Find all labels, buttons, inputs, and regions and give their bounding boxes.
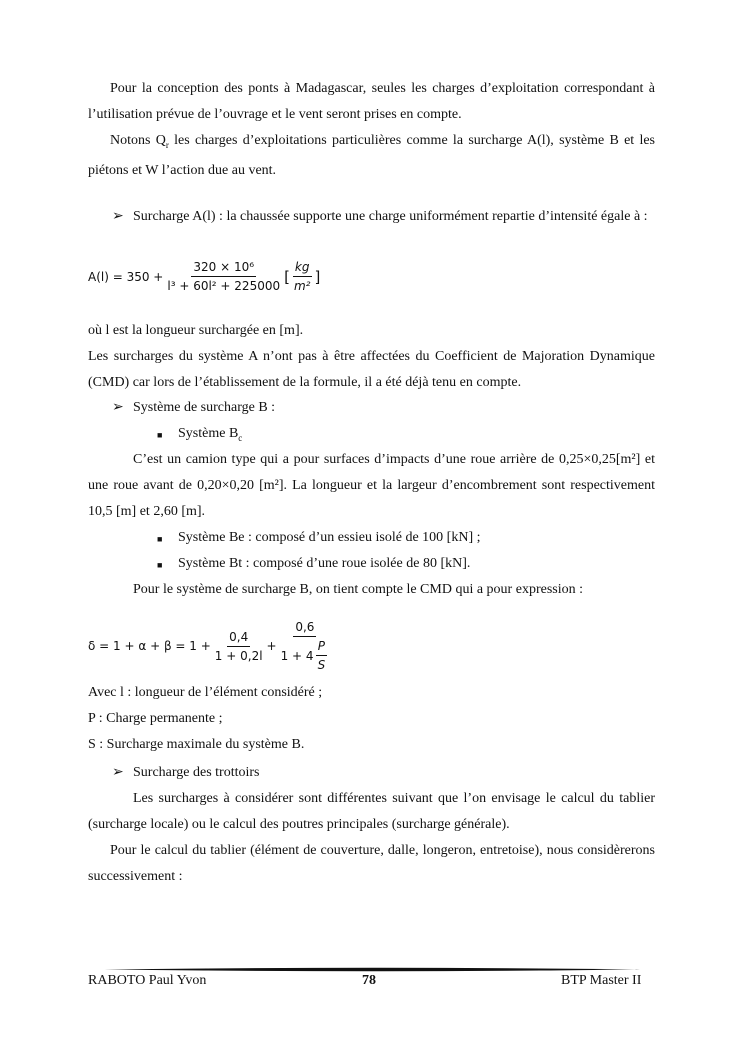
square-bullet-icon: ■ (157, 430, 163, 440)
footer-page-number: 78 (362, 973, 376, 988)
cmd-fraction-2-numerator: 0,6 (293, 619, 316, 637)
formula-a-numerator: 320 × 10⁶ (191, 259, 256, 277)
bullet-systeme-bc: Système $B_c$ (178, 426, 243, 443)
paragraph-length-def: où l est la longueur surchargée en [m]. (88, 323, 304, 338)
bullet-systeme-bt: Système Bt : composé d’une roue isolée de 80 [kN]. (178, 556, 471, 571)
paragraph-notation: Notons $Q_r$ les charges d’exploitations particulières comme la surcharge A(l), système B et les piétons et W l’action due au vent. (88, 133, 656, 178)
paragraph-avec-p: P : Charge permanente ; (88, 711, 223, 726)
formula-cmd: δ = 1 + α + β = 1 + $\frac{0,4}{1 + 0,2l}$ + 0,6 1 + 4 $\frac{P}{S}$ (88, 619, 333, 673)
bullet-trottoirs: Surcharge des trottoirs (133, 765, 260, 780)
cmd-fraction-1-numerator: 0,4 (227, 629, 250, 647)
bullet-systeme-be: Système Be : composé d’un essieu isolé de 100 [kN] ; (178, 530, 481, 545)
formula-surcharge-a: A(l) = 350 + $\frac{\text{320 × 10⁶}}{\text{l³ + 60l² + 225000}}$ [ $\frac{kg}{\text{m²}}$ ] (88, 260, 321, 293)
footer-rule (104, 967, 640, 972)
paragraph-avec-s: S : Surcharge maximale du système B. (88, 737, 305, 752)
paragraph-intro: Pour la conception des ponts à Madagascar, seules les charges d’exploitation correspondant à l’utilisation prévue de l’ouvrage et le vent seront prises en compte. (88, 81, 655, 122)
footer-course: BTP Master II (561, 973, 642, 988)
cmd-fraction-2-denominator: 1 + 4 $\frac{P}{S}$ (280, 639, 326, 672)
paragraph-cmd-note: Les surcharges du système A n’ont pas à être affectées du Coefficient de Majoration Dynamique (CMD) car lors de l’établissement de la formule, il a été déjà tenu en compte. (88, 349, 655, 390)
paragraph-bc-description: C’est un camion type qui a pour surfaces d’impacts d’une roue arrière de 0,25×0,25[m²] et une roue avant de 0,20×0,20 [m²]. La longueur et la largeur d’encombrement sont respectivement 10,5 [m] et 2,60 [m]. (88, 452, 655, 519)
paragraph-tablier: Pour le calcul du tablier (élément de couverture, dalle, longeron, entretoise), nous considèrerons successivement : (88, 843, 655, 884)
square-bullet-icon: ■ (157, 560, 163, 570)
unit-denominator: m² (293, 279, 311, 293)
unit-numerator: kg (293, 259, 312, 277)
paragraph-trottoirs: Les surcharges à considérer sont différentes suivant que l’on envisage le calcul du tablier (surcharge locale) ou le calcul des poutres principales (surcharge générale). (88, 791, 655, 832)
arrow-bullet-icon: ➢ (112, 765, 124, 780)
bullet-surcharge-a: Surcharge A(l) : la chaussée supporte une charge uniformément repartie d’intensité égale à : (133, 209, 648, 224)
paragraph-avec-l: Avec l : longueur de l’élément considéré ; (88, 685, 323, 700)
footer-author: RABOTO Paul Yvon (88, 973, 207, 988)
arrow-bullet-icon: ➢ (112, 400, 124, 415)
arrow-bullet-icon: ➢ (112, 209, 124, 224)
formula-a-denominator: l³ + 60l² + 225000 (167, 279, 281, 293)
square-bullet-icon: ■ (157, 534, 163, 544)
cmd-fraction-1-denominator: 1 + 0,2l (214, 648, 263, 663)
paragraph-cmd-intro: Pour le système de surcharge B, on tient compte le CMD qui a pour expression : (133, 582, 583, 597)
bullet-systeme-b: Système de surcharge B : (133, 400, 276, 415)
